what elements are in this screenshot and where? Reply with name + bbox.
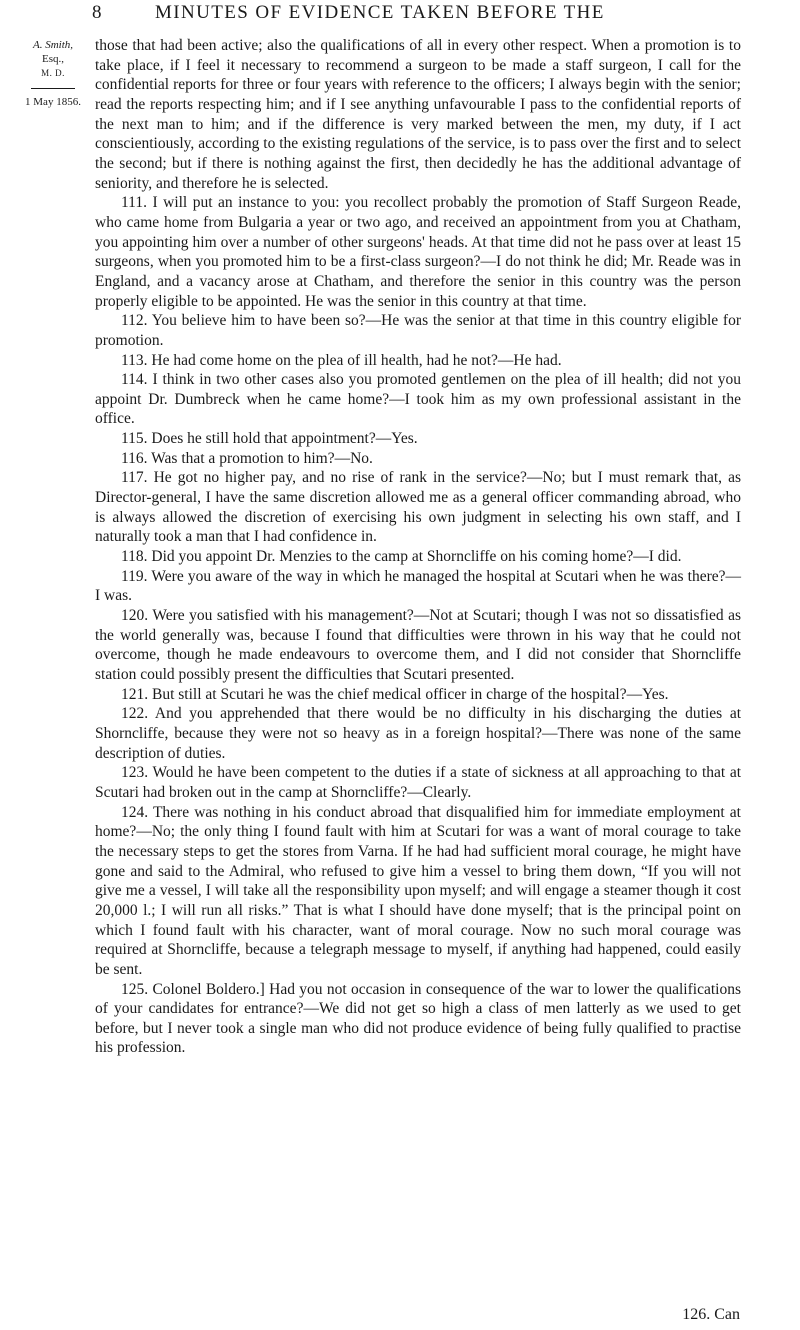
question-121: 121. But still at Scutari he was the chief medical officer in charge of the hospital?—Yes. <box>121 685 669 703</box>
witness-degree: M. D. <box>41 68 65 78</box>
margin-note <box>22 38 84 109</box>
question-113: 113. He had come home on the plea of ill health, had he not?—He had. <box>121 351 562 369</box>
witness-title: Esq., <box>42 53 64 65</box>
question-120: 120. Were you satisfied with his management?—Not at Scutari; though I was not so dissatisfied as the world generally was, because I found that difficulties were thrown in his way that he could not overcome, though he made endeavours to overcome them, and I did not consider that Shorncliffe station could possibly present the difficulties that Scutari presented. <box>95 607 741 683</box>
margin-rule <box>31 88 75 89</box>
question-125: 125. Colonel Boldero.] Had you not occasion in consequence of the war to lower the qualifications of your candidates for entrance?—We did not get so high a class of men latterly as we used to get before, but I never took a single man who did not produce evidence of being fully qualified to practise his profession. <box>95 980 741 1057</box>
page-number: 8 <box>92 2 102 23</box>
evidence-text <box>95 36 741 1058</box>
question-118: 118. Did you appoint Dr. Menzies to the camp at Shorncliffe on his coming home?—I did. <box>121 548 682 566</box>
question-112: 112. You believe him to have been so?—He was the senior at that time in this country eligible for promotion. <box>95 312 741 349</box>
question-111: 111. I will put an instance to you: you recollect probably the promotion of Staff Surgeon Reade, who came home from Bulgaria a year or two ago, and received an appointment from you at Chatham, you appointing him over a number of other surgeons' heads. At that time did not he pass over at least 15 surgeons, when you promoted him to be a first-class surgeon?—I do not think he did; Mr. Reade was in England, and a vacancy arose at Chatham, and therefore the senior in this country was the person properly eligible to be appointed. He was the senior in this country at that time. <box>95 194 741 310</box>
question-122: 122. And you apprehended that there would be no difficulty in his discharging the duties at Shorncliffe, because they were not so heavy as in a foreign hospital?—There was none of the same description of duties. <box>95 705 741 762</box>
question-116: 116. Was that a promotion to him?—No. <box>121 449 373 467</box>
running-head: MINUTES OF EVIDENCE TAKEN BEFORE THE <box>155 2 605 23</box>
paragraph-continuation: those that had been active; also the qualifications of all in every other respect. When a promotion is to take place, if I feel it necessary to recommend a surgeon to be made a staff surgeon, I call for the confidential reports for three or four years with reference to the officers; I always begin with the senior; read the reports respecting him; and if I see anything unfavourable I pass to the confidential reports of the next man to him; and if the difference is very marked between the men, my duty, if I act conscientiously, according to the existing regulations of the service, is to pass over the first and to select the second; but if there is nothing against the first, then decidedly he has the additional advantage of seniority, and therefore he is selected. <box>95 37 741 192</box>
question-119: 119. Were you aware of the way in which he managed the hospital at Scutari when he was there?—I was. <box>95 567 741 605</box>
question-124: 124. There was nothing in his conduct abroad that disqualified him for immediate employment at home?—No; the only thing I found fault with him at Scutari for was a want of moral courage to take the necessary steps to get the stores from Varna. If he had had sufficient moral courage, he might have gone and said to the Admiral, who refused to give him a vessel to bring them down, “If you will not give me a vessel, I will take all the responsibility upon myself; and will engage a steamer though it cost 20,000 l.; I will run all risks.” That is what I should have done myself; that is the principal point on which I found fault with his character, want of moral courage. Now no such moral courage was required at Shorncliffe, because a telegraph message to myself, if anything had happened, could easily be sent. <box>95 803 741 978</box>
evidence-date: 1 May 1856. <box>25 96 81 108</box>
question-123: 123. Would he have been competent to the duties if a state of sickness at all approaching to that at Scutari had broken out in the camp at Shorncliffe?—Clearly. <box>95 764 741 801</box>
question-117: 117. He got no higher pay, and no rise of rank in the service?—No; but I must remark that, as Director-general, I have the same discretion allowed me as a general officer commanding abroad, who is always allowed the discretion of exercising his own judgment in selecting his own staff, and I naturally took a man that I had confidence in. <box>95 469 741 546</box>
catchword: 126. Can <box>682 1306 740 1323</box>
page-header <box>0 0 800 40</box>
witness-name: A. Smith, <box>32 39 74 51</box>
question-114: 114. I think in two other cases also you promoted gentlemen on the plea of ill health; did not you appoint Dr. Dumbreck when he came home?—I took him as my own professional assistant in the office. <box>95 371 741 428</box>
question-115: 115. Does he still hold that appointment?—Yes. <box>121 430 418 448</box>
